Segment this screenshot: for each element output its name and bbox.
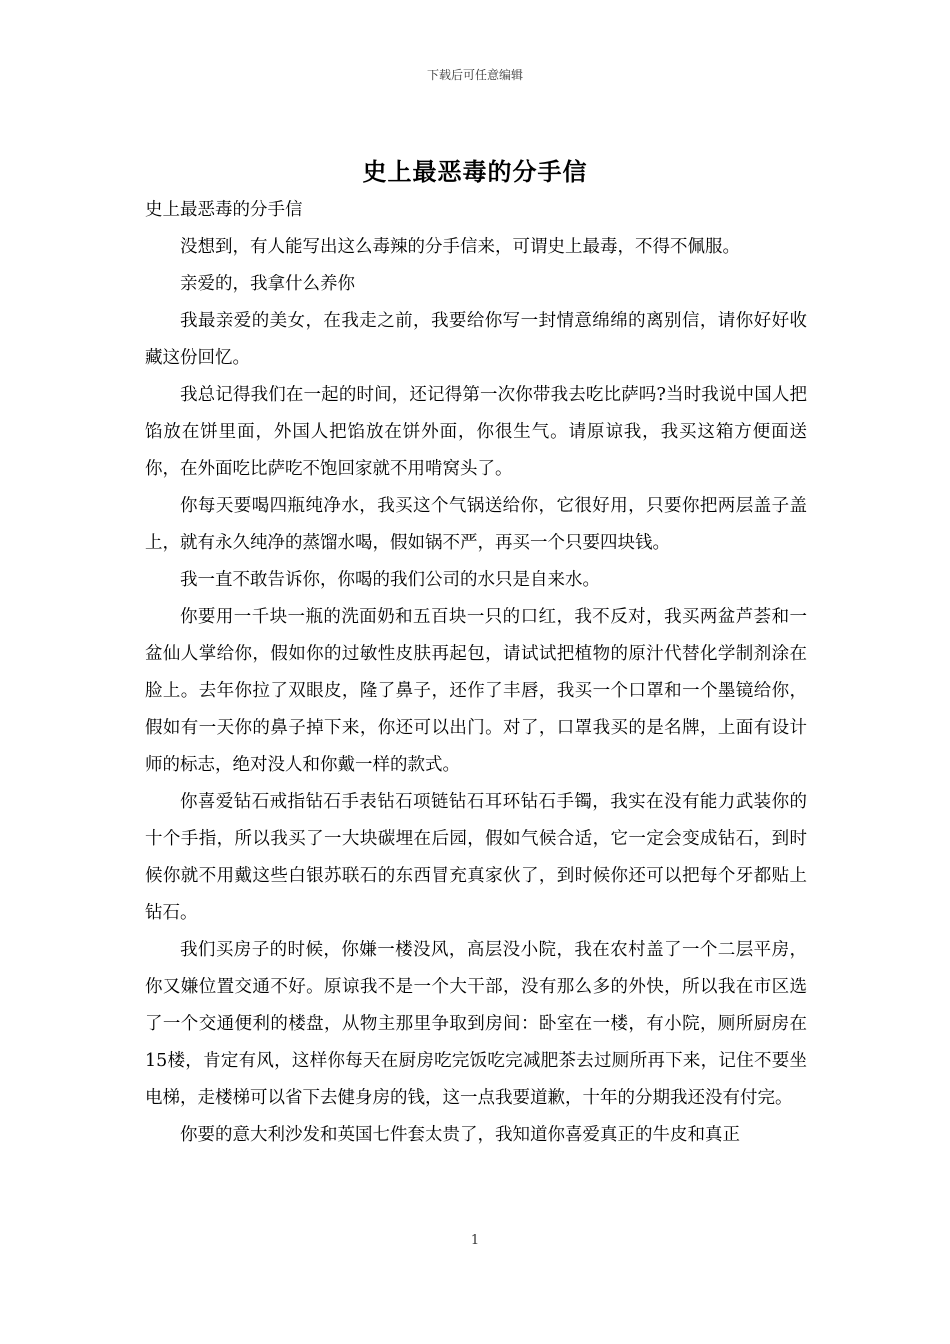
- header-note: 下载后可任意编辑: [426, 68, 523, 82]
- paragraph: 你喜爱钻石戒指钻石手表钻石项链钻石耳环钻石手镯，我实在没有能力武装你的十个手指，所以我买了一大块碳埋在后园，假如气候合适，它一定会变成钻石，到时候你就不用戴这些白银苏联石的东西冒充真家伙了，到时候你还可以把每个牙都贴上钻石。: [145, 792, 807, 923]
- paragraph: 我总记得我们在一起的时间，还记得第一次你带我去吃比萨吗?当时我说中国人把馅放在饼里面，外国人把馅放在饼外面，你很生气。请原谅我，我买这箱方便面送你，在外面吃比萨吃不饱回家就不用啃窝头了。: [145, 385, 807, 479]
- paragraph: 你要用一千块一瓶的洗面奶和五百块一只的口红，我不反对，我买两盆芦荟和一盆仙人掌给你，假如你的过敏性皮肤再起包，请试试把植物的原汁代替化学制剂涂在脸上。去年你拉了双眼皮，隆了鼻子，还作了丰唇，我买一个口罩和一个墨镜给你，假如有一天你的鼻子掉下来，你还可以出门。对了，口罩我买的是名牌，上面有设计师的标志，绝对没人和你戴一样的款式。: [145, 607, 807, 775]
- paragraph: 我一直不敢告诉你，你喝的我们公司的水只是自来水。: [180, 570, 600, 590]
- document-title: 史上最恶毒的分手信: [362, 157, 588, 186]
- document-body: [145, 192, 807, 1154]
- paragraph: 我们买房子的时候，你嫌一楼没风，高层没小院，我在农村盖了一个二层平房，你又嫌位置交通不好。原谅我不是一个大干部，没有那么多的外快，所以我在市区选了一个交通便利的楼盘，从物主那里争取到房间：卧室在一楼，有小院，厕所厨房在15楼，肯定有风，这样你每天在厨房吃完饭吃完减肥茶去过厕所再下来，记住不要坐电梯，走楼梯可以省下去健身房的钱，这一点我要道歉，十年的分期我还没有付完。: [145, 940, 807, 1108]
- document-subtitle: 史上最恶毒的分手信: [145, 200, 303, 220]
- page-number: 1: [470, 1233, 480, 1248]
- paragraph: 你要的意大利沙发和英国七件套太贵了，我知道你喜爱真正的牛皮和真正: [180, 1125, 740, 1145]
- paragraph-intro: 没想到，有人能写出这么毒辣的分手信来，可谓史上最毒，不得不佩服。: [180, 237, 740, 257]
- paragraph-heading: 亲爱的，我拿什么养你: [180, 274, 355, 294]
- paragraph: 你每天要喝四瓶纯净水，我买这个气锅送给你，它很好用，只要你把两层盖子盖上，就有永久纯净的蒸馏水喝，假如锅不严，再买一个只要四块钱。: [145, 496, 807, 553]
- paragraph: 我最亲爱的美女，在我走之前，我要给你写一封情意绵绵的离别信，请你好好收藏这份回忆。: [145, 311, 807, 368]
